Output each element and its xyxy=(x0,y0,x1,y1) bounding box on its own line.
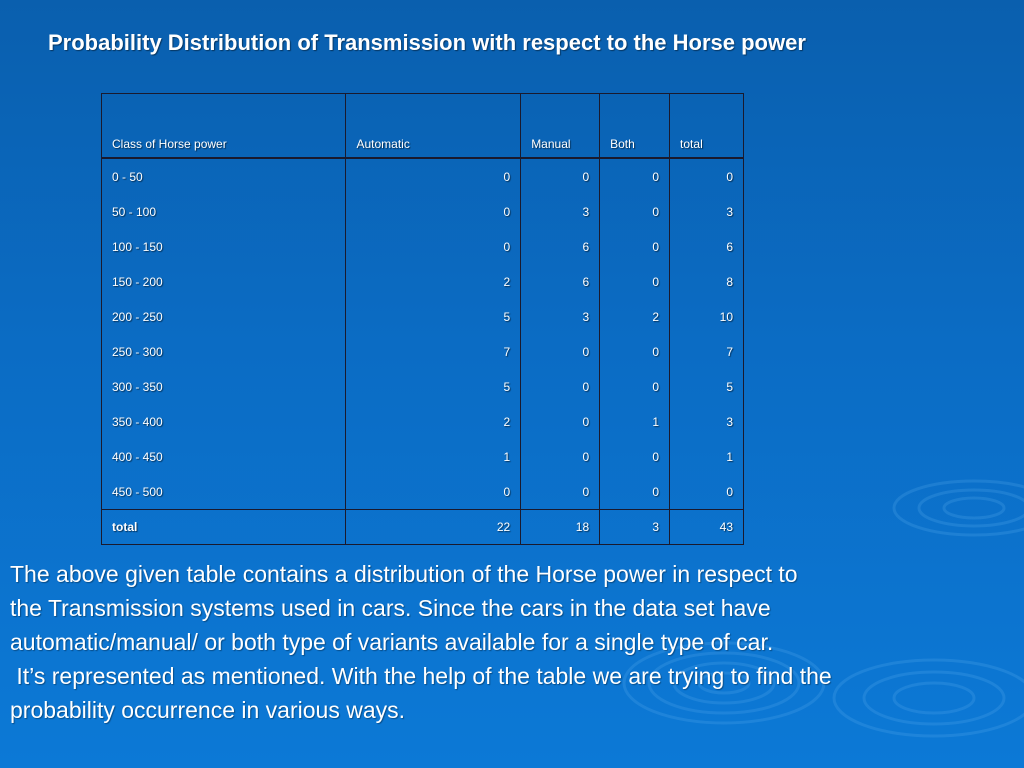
table-cell: 0 xyxy=(521,439,600,474)
table-total-row xyxy=(102,510,744,545)
table-cell: 0 xyxy=(670,474,744,510)
table-row xyxy=(102,158,744,194)
column-header-total: total xyxy=(670,94,744,159)
description-paragraph xyxy=(10,557,1024,727)
table-cell: 0 - 50 xyxy=(102,158,346,194)
table-cell: 300 - 350 xyxy=(102,369,346,404)
table-cell: 3 xyxy=(521,194,600,229)
table-cell: 5 xyxy=(670,369,744,404)
paragraph-line: probability occurrence in various ways. xyxy=(10,697,406,723)
table-cell: 250 - 300 xyxy=(102,334,346,369)
table-cell: 1 xyxy=(670,439,744,474)
table-cell: 450 - 500 xyxy=(102,474,346,510)
table-cell: 0 xyxy=(346,229,521,264)
table-cell: 5 xyxy=(346,299,521,334)
table-row xyxy=(102,334,744,369)
table-cell: 2 xyxy=(346,264,521,299)
table-cell: 3 xyxy=(521,299,600,334)
table-cell: 0 xyxy=(346,158,521,194)
table-cell: 0 xyxy=(600,194,670,229)
total-automatic: 22 xyxy=(346,510,521,545)
table-cell: 6 xyxy=(521,264,600,299)
table-cell: 2 xyxy=(600,299,670,334)
paragraph-line: the Transmission systems used in cars. Since the cars in the data set have xyxy=(10,595,771,621)
total-manual: 18 xyxy=(521,510,600,545)
table-cell: 7 xyxy=(670,334,744,369)
paragraph-line: It’s represented as mentioned. With the help of the table we are trying to find the xyxy=(10,663,832,689)
total-both: 3 xyxy=(600,510,670,545)
table-cell: 200 - 250 xyxy=(102,299,346,334)
table-cell: 100 - 150 xyxy=(102,229,346,264)
table-cell: 0 xyxy=(521,334,600,369)
table-cell: 0 xyxy=(600,474,670,510)
table-cell: 50 - 100 xyxy=(102,194,346,229)
table-cell: 0 xyxy=(600,158,670,194)
table-cell: 400 - 450 xyxy=(102,439,346,474)
table-cell: 0 xyxy=(600,229,670,264)
table-cell: 2 xyxy=(346,404,521,439)
table-cell: 6 xyxy=(670,229,744,264)
table-cell: 5 xyxy=(346,369,521,404)
column-header-automatic: Automatic xyxy=(346,94,521,159)
table-header-row xyxy=(102,94,744,159)
table-cell: 0 xyxy=(521,158,600,194)
table-cell: 6 xyxy=(521,229,600,264)
table-row xyxy=(102,369,744,404)
table-cell: 7 xyxy=(346,334,521,369)
table-cell: 1 xyxy=(346,439,521,474)
table-row xyxy=(102,194,744,229)
table-cell: 10 xyxy=(670,299,744,334)
table-cell: 8 xyxy=(670,264,744,299)
table-cell: 1 xyxy=(600,404,670,439)
table-cell: 0 xyxy=(521,404,600,439)
total-label: total xyxy=(102,510,346,545)
table-row xyxy=(102,404,744,439)
distribution-table xyxy=(101,93,744,545)
table-cell: 0 xyxy=(600,264,670,299)
table-row xyxy=(102,299,744,334)
table-cell: 0 xyxy=(521,369,600,404)
table-cell: 150 - 200 xyxy=(102,264,346,299)
table-row xyxy=(102,229,744,264)
slide-title: Probability Distribution of Transmission with respect to the Horse power xyxy=(48,30,806,55)
table-cell: 3 xyxy=(670,404,744,439)
table-cell: 0 xyxy=(600,439,670,474)
column-header-both: Both xyxy=(600,94,670,159)
table-cell: 0 xyxy=(346,474,521,510)
grand-total: 43 xyxy=(670,510,744,545)
table-cell: 3 xyxy=(670,194,744,229)
table-row xyxy=(102,439,744,474)
table-cell: 0 xyxy=(521,474,600,510)
table-cell: 0 xyxy=(600,334,670,369)
table-row xyxy=(102,474,744,510)
column-header-class: Class of Horse power xyxy=(102,94,346,159)
paragraph-line: The above given table contains a distribution of the Horse power in respect to xyxy=(10,561,798,587)
column-header-manual: Manual xyxy=(521,94,600,159)
table-cell: 0 xyxy=(600,369,670,404)
paragraph-line: automatic/manual/ or both type of variants available for a single type of car. xyxy=(10,629,774,655)
table-cell: 350 - 400 xyxy=(102,404,346,439)
table-cell: 0 xyxy=(670,158,744,194)
table-row xyxy=(102,264,744,299)
table-cell: 0 xyxy=(346,194,521,229)
